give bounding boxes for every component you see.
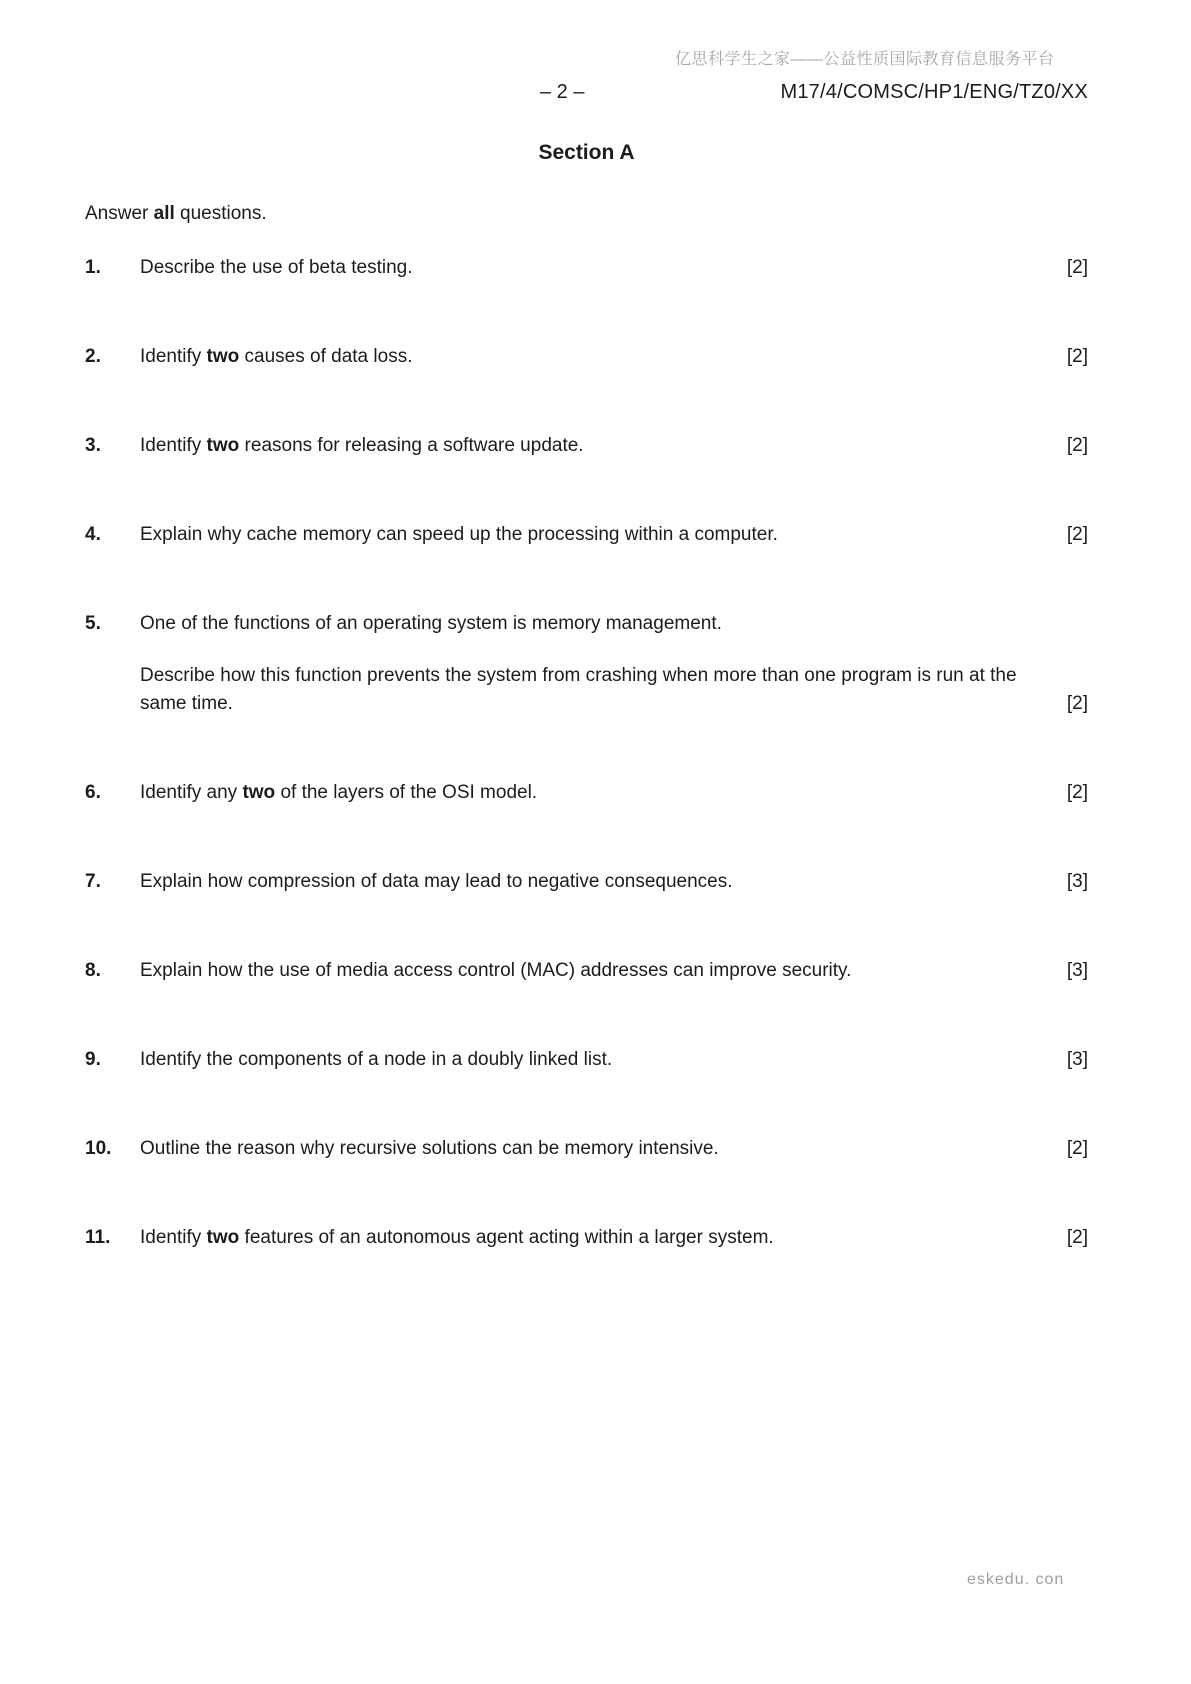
question-text — [140, 779, 1028, 807]
page-number: – 2 – — [540, 81, 585, 103]
question-bold-text: two — [206, 346, 240, 367]
question-row — [85, 1224, 1088, 1252]
question-marks: [2] — [1066, 782, 1088, 803]
question-paragraph — [140, 1135, 1028, 1163]
question-paragraph — [140, 343, 1028, 371]
question-number: 10. — [85, 1138, 112, 1159]
question-row — [85, 957, 1088, 985]
footer-watermark: eskedu. con — [967, 1571, 1065, 1588]
section-title: Section A — [538, 141, 635, 164]
question-text — [140, 868, 1028, 896]
question-marks: [2] — [1066, 435, 1088, 456]
question-text — [140, 1046, 1028, 1074]
question-marks: [2] — [1066, 1138, 1088, 1159]
question-number: 1. — [85, 257, 101, 278]
question-text — [140, 254, 1028, 282]
question-number: 4. — [85, 524, 101, 545]
question-plain-text: of the layers of the OSI model. — [275, 782, 538, 803]
question-plain-text: Outline the reason why recursive solutions can be memory intensive. — [140, 1138, 719, 1159]
question-plain-text: Explain how the use of media access control (MAC) addresses can improve security. — [140, 960, 852, 981]
question-plain-text: Identify the components of a node in a doubly linked list. — [140, 1049, 613, 1070]
question-plain-text: features of an autonomous agent acting within a larger system. — [239, 1227, 774, 1248]
question-bold-text: two — [242, 782, 276, 803]
question-paragraph — [140, 1224, 1028, 1252]
question-row — [85, 521, 1088, 549]
question-marks: [2] — [1066, 524, 1088, 545]
question-bold-text: two — [206, 1227, 240, 1248]
question-row — [85, 779, 1088, 807]
instruction-bold-text: all — [153, 203, 175, 224]
question-marks: [2] — [1066, 346, 1088, 367]
question-number: 5. — [85, 613, 101, 634]
question-plain-text: Describe the use of beta testing. — [140, 257, 413, 278]
question-paragraph — [140, 779, 1028, 807]
question-row — [85, 432, 1088, 460]
question-paragraph — [140, 432, 1028, 460]
question-plain-text: Explain how compression of data may lead to negative consequences. — [140, 871, 733, 892]
question-plain-text: causes of data loss. — [239, 346, 413, 367]
question-number: 2. — [85, 346, 101, 367]
question-number: 9. — [85, 1049, 101, 1070]
question-marks: [2] — [1066, 693, 1088, 714]
question-plain-text: reasons for releasing a software update. — [239, 435, 584, 456]
question-paragraph — [140, 521, 1028, 549]
question-marks: [3] — [1066, 871, 1088, 892]
question-plain-text: One of the functions of an operating system is memory management. — [140, 613, 722, 634]
question-marks: [2] — [1066, 257, 1088, 278]
question-row — [85, 610, 1088, 718]
question-marks: [3] — [1066, 960, 1088, 981]
question-paragraph — [140, 868, 1028, 896]
question-text — [140, 1135, 1028, 1163]
question-plain-text: Identify — [140, 1227, 207, 1248]
question-plain-text: Identify any — [140, 782, 243, 803]
question-number: 11. — [85, 1227, 111, 1248]
question-paragraph — [140, 610, 1028, 638]
question-plain-text: Describe how this function prevents the system from crashing when more than one program is run at the same time. — [140, 665, 1017, 714]
question-plain-text: Identify — [140, 435, 207, 456]
question-row — [85, 868, 1088, 896]
question-marks: [3] — [1066, 1049, 1088, 1070]
question-text — [140, 521, 1028, 549]
question-row — [85, 343, 1088, 371]
question-text — [140, 1224, 1028, 1252]
question-number: 3. — [85, 435, 101, 456]
question-marks: [2] — [1066, 1227, 1088, 1248]
page-content — [85, 140, 1088, 1313]
question-bold-text: two — [206, 435, 240, 456]
question-number: 8. — [85, 960, 101, 981]
header-watermark: 亿思科学生之家——公益性质国际教育信息服务平台 — [675, 51, 1055, 68]
question-paragraph — [140, 254, 1028, 282]
question-row — [85, 1046, 1088, 1074]
question-paragraph — [140, 957, 1028, 985]
question-list — [85, 254, 1088, 1252]
exam-code: M17/4/COMSC/HP1/ENG/TZ0/XX — [780, 81, 1088, 103]
question-text — [140, 343, 1028, 371]
question-text — [140, 957, 1028, 985]
question-paragraph — [140, 662, 1028, 718]
question-row — [85, 254, 1088, 282]
instruction-text: Answer — [85, 203, 154, 224]
instruction-text: questions. — [174, 203, 267, 224]
question-text — [140, 610, 1028, 718]
question-plain-text: Identify — [140, 346, 207, 367]
question-text — [140, 432, 1028, 460]
answer-instruction — [85, 200, 1088, 228]
question-paragraph — [140, 1046, 1028, 1074]
question-number: 7. — [85, 871, 101, 892]
question-row — [85, 1135, 1088, 1163]
question-plain-text: Explain why cache memory can speed up the processing within a computer. — [140, 524, 778, 545]
question-number: 6. — [85, 782, 101, 803]
